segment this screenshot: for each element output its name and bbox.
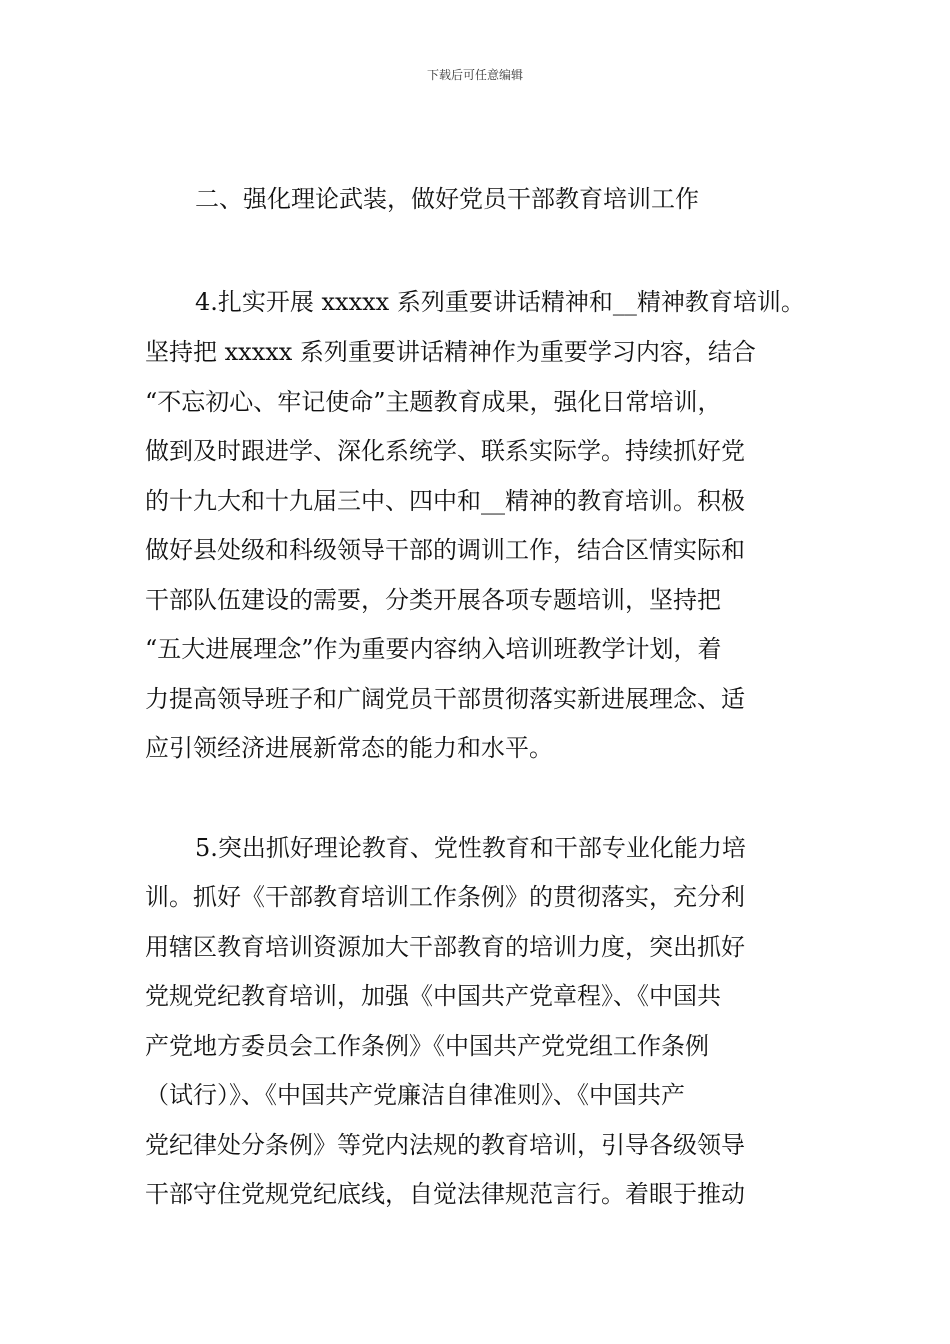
section-heading: 二、强化理论武装，做好党员干部教育培训工作 <box>195 185 699 213</box>
paragraph-line: 4.扎实开展 xxxxx 系列重要讲话精神和__精神教育培训。 <box>195 288 805 316</box>
paragraph-line: （试行）》、《中国共产党廉洁自律准则》、《中国共产 <box>145 1081 685 1109</box>
paragraph-line: 干部守住党规党纪底线，自觉法律规范言行。着眼于推动 <box>145 1180 745 1208</box>
paragraph-line: 做好县处级和科级领导干部的调训工作，结合区情实际和 <box>145 536 745 564</box>
paragraph-line: 产党地方委员会工作条例》《中国共产党党组工作条例 <box>145 1032 709 1060</box>
paragraph-line: 党纪律处分条例》等党内法规的教育培训，引导各级领导 <box>145 1131 745 1159</box>
paragraph-line: 的十九大和十九届三中、四中和__精神的教育培训。积极 <box>145 487 745 515</box>
paragraph-line: 做到及时跟进学、深化系统学、联系实际学。持续抓好党 <box>145 437 745 465</box>
paragraph-line: 党规党纪教育培训，加强《中国共产党章程》、《中国共 <box>145 982 721 1010</box>
paragraph-line: 用辖区教育培训资源加大干部教育的培训力度，突出抓好 <box>145 933 745 961</box>
paragraph-line: 5.突出抓好理论教育、党性教育和干部专业化能力培 <box>195 834 746 862</box>
paragraph-line: 坚持把 xxxxx 系列重要讲话精神作为重要学习内容，结合 <box>145 338 756 366</box>
paragraph-line: 干部队伍建设的需要，分类开展各项专题培训，坚持把 <box>145 586 721 614</box>
page-header-note: 下载后可任意编辑 <box>426 68 523 82</box>
paragraph-line: 应引领经济进展新常态的能力和水平。 <box>145 734 553 762</box>
paragraph-line: “不忘初心、牢记使命”主题教育成果，强化日常培训， <box>145 388 722 416</box>
paragraph-line: 力提高领导班子和广阔党员干部贯彻落实新进展理念、适 <box>145 685 745 713</box>
paragraph-line: 训。抓好《干部教育培训工作条例》的贯彻落实，充分利 <box>145 883 745 911</box>
paragraph-line: “五大进展理念”作为重要内容纳入培训班教学计划，着 <box>145 635 722 663</box>
